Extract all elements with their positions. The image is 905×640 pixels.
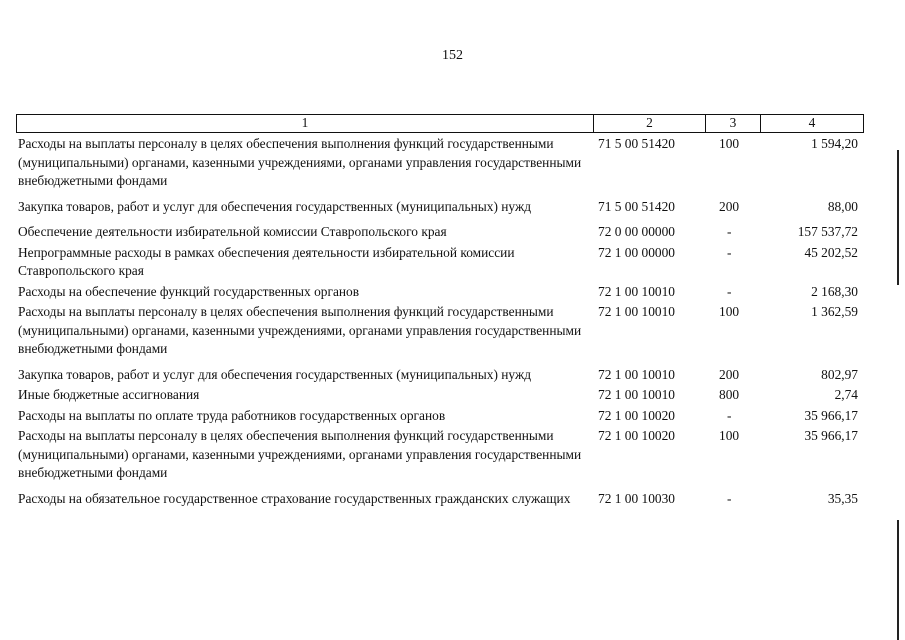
column-header-3: 3: [706, 115, 761, 132]
table-row: [16, 283, 864, 302]
row-type: 100: [719, 136, 740, 151]
column-header-4: 4: [808, 115, 816, 130]
table-row: [16, 223, 864, 242]
table-header: [16, 114, 864, 133]
table-row: [16, 407, 864, 426]
table-row: [16, 490, 864, 509]
row-amount: 1 362,59: [811, 304, 858, 319]
row-code: 72 1 00 10030: [598, 490, 675, 506]
row-amount: 157 537,72: [797, 224, 858, 239]
row-code: 72 1 00 10020: [598, 407, 675, 423]
column-header-1: 1: [17, 115, 594, 132]
row-code: 71 5 00 51420: [598, 136, 675, 151]
row-code: 72 1 00 10010: [598, 304, 675, 319]
table-row: [16, 198, 864, 217]
row-type: 200: [719, 366, 740, 382]
row-type: 100: [719, 304, 740, 319]
row-type: -: [727, 490, 732, 506]
table-row: [16, 427, 864, 483]
row-amount: 35,35: [827, 490, 858, 506]
row-code: 72 1 00 10020: [598, 428, 675, 443]
row-amount: 2,74: [834, 387, 858, 402]
row-amount: 35 966,17: [804, 407, 858, 423]
row-type: 100: [719, 428, 740, 443]
row-description: Иные бюджетные ассигнования: [18, 387, 200, 402]
row-description: Расходы на выплаты персоналу в целях обеспечения выполнения функций государственными (муниципальными) органами, казенными учреждениями, органами управления государственными внебюджетными фондами: [18, 304, 582, 356]
row-description: Расходы на обеспечение функций государственных органов: [18, 283, 360, 299]
table-row: [16, 386, 864, 405]
table-row: [16, 366, 864, 385]
row-code: 72 1 00 10010: [598, 387, 675, 402]
row-type: 200: [719, 198, 740, 214]
row-description: Обеспечение деятельности избирательной комиссии Ставропольского края: [18, 224, 447, 239]
row-amount: 35 966,17: [804, 428, 858, 443]
column-header-2: 2: [594, 115, 706, 132]
row-code: 72 0 00 00000: [598, 224, 675, 239]
row-type: 800: [719, 387, 740, 402]
row-code: 71 5 00 51420: [598, 198, 675, 214]
table-row: [16, 244, 864, 281]
page-number: 152: [442, 48, 463, 63]
row-code: 72 1 00 10010: [598, 366, 675, 382]
row-description: Расходы на выплаты персоналу в целях обеспечения выполнения функций государственными (муниципальными) органами, казенными учреждениями, органами управления государственными внебюджетными фондами: [18, 428, 582, 480]
row-description: Расходы на обязательное государственное страхование государственных гражданских служащих: [18, 490, 571, 506]
row-amount: 88,00: [827, 198, 858, 214]
row-type: -: [727, 283, 732, 299]
row-description: Расходы на выплаты персоналу в целях обеспечения выполнения функций государственными (муниципальными) органами, казенными учреждениями, органами управления государственными внебюджетными фондами: [18, 136, 582, 188]
scan-edge-mark: [897, 150, 899, 285]
row-amount: 2 168,30: [811, 283, 858, 299]
row-type: -: [727, 224, 732, 239]
table-row: [16, 135, 864, 191]
row-code: 72 1 00 10010: [598, 283, 675, 299]
row-description: Непрограммные расходы в рамках обеспечения деятельности избирательной комиссии Ставропольского края: [18, 244, 515, 278]
row-amount: 1 594,20: [811, 136, 858, 151]
scan-edge-mark: [897, 520, 899, 640]
row-amount: 45 202,52: [804, 244, 858, 260]
table-row: [16, 303, 864, 359]
row-amount: 802,97: [821, 366, 858, 382]
row-description: Закупка товаров, работ и услуг для обеспечения государственных (муниципальных) нужд: [18, 198, 532, 214]
row-description: Расходы на выплаты по оплате труда работников государственных органов: [18, 407, 446, 423]
row-code: 72 1 00 00000: [598, 244, 675, 260]
row-type: -: [727, 407, 732, 423]
budget-table: [16, 114, 864, 508]
row-type: -: [727, 244, 732, 260]
row-description: Закупка товаров, работ и услуг для обеспечения государственных (муниципальных) нужд: [18, 366, 532, 382]
